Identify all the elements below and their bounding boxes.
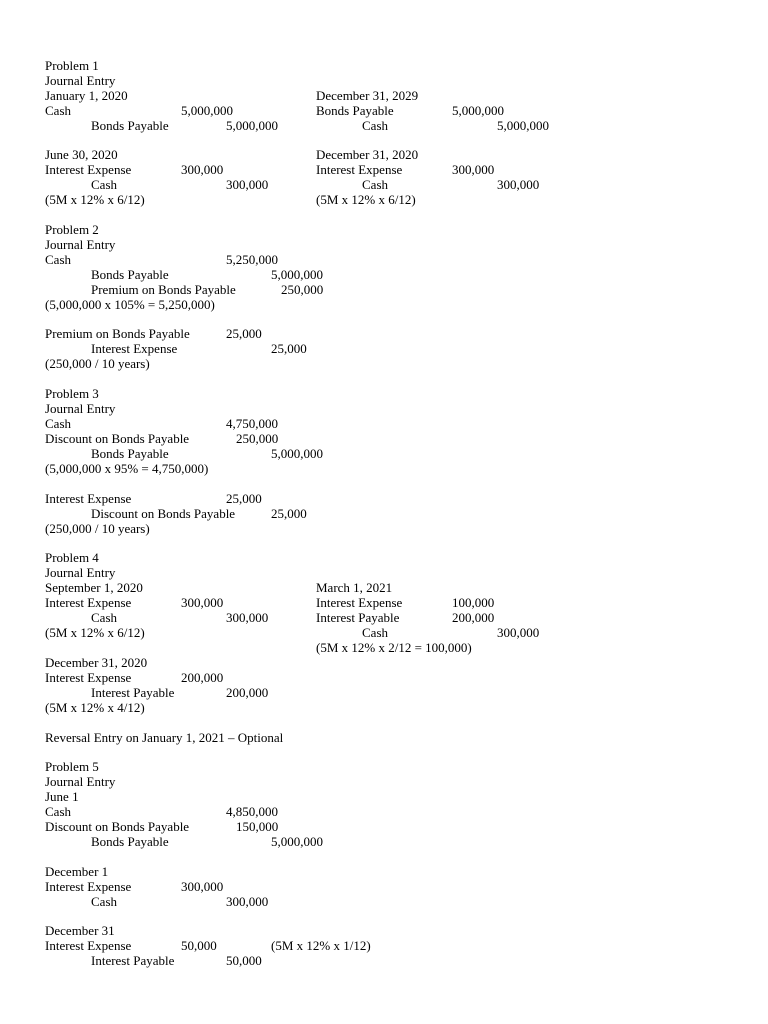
p1-entry1-debit-account: Cash: [45, 103, 71, 118]
p3-entry1-debit2-account: Discount on Bonds Payable: [45, 431, 190, 446]
p1-entry2-debit-account: Bonds Payable: [316, 103, 394, 118]
p5-entry2-date: December 1: [45, 864, 109, 879]
p3-entry1-debit1-amount: 4,750,000: [226, 416, 278, 431]
p4-entry1-note: (5M x 12% x 6/12): [45, 625, 145, 640]
p4-entry1-debit-account: Interest Expense: [45, 595, 132, 610]
p5-entry2-debit-account: Interest Expense: [45, 879, 132, 894]
p1-entry1-date: January 1, 2020: [45, 88, 128, 103]
p3-entry1-debit1-account: Cash: [45, 416, 71, 431]
p5-entry1-credit-amount: 5,000,000: [271, 834, 323, 849]
p3-entry1-debit2-amount: 250,000: [236, 431, 279, 446]
p4-entry2-debit1-account: Interest Expense: [316, 595, 403, 610]
p2-entry1-credit2-account: Premium on Bonds Payable: [91, 282, 236, 297]
p4-entry3-note: (5M x 12% x 4/12): [45, 700, 145, 715]
p2-entry2-credit-amount: 25,000: [271, 341, 307, 356]
p4-entry2-debit2-amount: 200,000: [452, 610, 495, 625]
problem-4-subtitle: Journal Entry: [45, 565, 116, 580]
p5-entry3-note: (5M x 12% x 1/12): [271, 938, 371, 953]
p1-entry3-credit-amount: 300,000: [226, 177, 269, 192]
p1-entry2-debit-amount: 5,000,000: [452, 103, 504, 118]
p4-entry2-debit1-amount: 100,000: [452, 595, 495, 610]
p1-entry1-credit-amount: 5,000,000: [226, 118, 278, 133]
p4-entry1-credit-account: Cash: [91, 610, 117, 625]
p5-entry3-debit-account: Interest Expense: [45, 938, 132, 953]
p3-entry2-debit-amount: 25,000: [226, 491, 262, 506]
problem-1-subtitle: Journal Entry: [45, 73, 116, 88]
p2-entry2-note: (250,000 / 10 years): [45, 356, 150, 371]
p4-entry2-note: (5M x 12% x 2/12 = 100,000): [316, 640, 472, 655]
p1-entry3-date: June 30, 2020: [45, 147, 118, 162]
p1-entry1-debit-amount: 5,000,000: [181, 103, 233, 118]
p4-reversal-note: Reversal Entry on January 1, 2021 – Optional: [45, 730, 284, 745]
p1-entry2-credit-amount: 5,000,000: [497, 118, 549, 133]
p4-entry3-debit-amount: 200,000: [181, 670, 224, 685]
p5-entry3-date: December 31: [45, 923, 115, 938]
p5-entry2-debit-amount: 300,000: [181, 879, 224, 894]
p5-entry1-debit1-account: Cash: [45, 804, 71, 819]
p4-entry1-debit-amount: 300,000: [181, 595, 224, 610]
problem-4-title: Problem 4: [45, 550, 99, 565]
p3-entry2-credit-account: Discount on Bonds Payable: [91, 506, 236, 521]
p1-entry2-date: December 31, 2029: [316, 88, 419, 103]
p3-entry2-note: (250,000 / 10 years): [45, 521, 150, 536]
p4-entry3-debit-account: Interest Expense: [45, 670, 132, 685]
p2-entry1-credit1-account: Bonds Payable: [91, 267, 169, 282]
problem-5-title: Problem 5: [45, 759, 99, 774]
p4-entry2-debit2-account: Interest Payable: [316, 610, 400, 625]
p1-entry4-debit-account: Interest Expense: [316, 162, 403, 177]
p5-entry1-date: June 1: [45, 789, 79, 804]
p1-entry2-credit-account: Cash: [362, 118, 388, 133]
p1-entry4-debit-amount: 300,000: [452, 162, 495, 177]
problem-3-subtitle: Journal Entry: [45, 401, 116, 416]
p1-entry3-credit-account: Cash: [91, 177, 117, 192]
p2-entry1-debit-account: Cash: [45, 252, 71, 267]
p4-entry2-credit-account: Cash: [362, 625, 388, 640]
p2-entry1-credit1-amount: 5,000,000: [271, 267, 323, 282]
p3-entry2-credit-amount: 25,000: [271, 506, 307, 521]
p2-entry1-debit-amount: 5,250,000: [226, 252, 278, 267]
p2-entry2-debit-amount: 25,000: [226, 326, 262, 341]
p3-entry1-credit-amount: 5,000,000: [271, 446, 323, 461]
p5-entry3-credit-account: Interest Payable: [91, 953, 175, 968]
p4-entry2-credit-amount: 300,000: [497, 625, 540, 640]
p5-entry1-debit1-amount: 4,850,000: [226, 804, 278, 819]
problem-1-title: Problem 1: [45, 58, 99, 73]
p5-entry3-debit-amount: 50,000: [181, 938, 217, 953]
problem-3-title: Problem 3: [45, 386, 99, 401]
problem-5-subtitle: Journal Entry: [45, 774, 116, 789]
p5-entry1-credit-account: Bonds Payable: [91, 834, 169, 849]
p2-entry2-credit-account: Interest Expense: [91, 341, 178, 356]
p5-entry3-credit-amount: 50,000: [226, 953, 262, 968]
p3-entry1-credit-account: Bonds Payable: [91, 446, 169, 461]
p1-entry1-credit-account: Bonds Payable: [91, 118, 169, 133]
p1-entry4-date: December 31, 2020: [316, 147, 419, 162]
problem-2-title: Problem 2: [45, 222, 99, 237]
p1-entry4-note: (5M x 12% x 6/12): [316, 192, 416, 207]
p5-entry1-debit2-amount: 150,000: [236, 819, 279, 834]
p4-entry1-date: September 1, 2020: [45, 580, 143, 595]
problem-2-subtitle: Journal Entry: [45, 237, 116, 252]
p4-entry3-credit-amount: 200,000: [226, 685, 269, 700]
p5-entry2-credit-account: Cash: [91, 894, 117, 909]
p3-entry2-debit-account: Interest Expense: [45, 491, 132, 506]
p5-entry2-credit-amount: 300,000: [226, 894, 269, 909]
p2-entry2-debit-account: Premium on Bonds Payable: [45, 326, 190, 341]
p2-entry1-credit2-amount: 250,000: [281, 282, 324, 297]
p5-entry1-debit2-account: Discount on Bonds Payable: [45, 819, 190, 834]
p4-entry1-credit-amount: 300,000: [226, 610, 269, 625]
p2-entry1-note: (5,000,000 x 105% = 5,250,000): [45, 297, 215, 312]
p1-entry3-debit-amount: 300,000: [181, 162, 224, 177]
p1-entry3-note: (5M x 12% x 6/12): [45, 192, 145, 207]
p1-entry3-debit-account: Interest Expense: [45, 162, 132, 177]
p1-entry4-credit-account: Cash: [362, 177, 388, 192]
p4-entry3-credit-account: Interest Payable: [91, 685, 175, 700]
p3-entry1-note: (5,000,000 x 95% = 4,750,000): [45, 461, 209, 476]
p4-entry2-date: March 1, 2021: [316, 580, 393, 595]
p1-entry4-credit-amount: 300,000: [497, 177, 540, 192]
p4-entry3-date: December 31, 2020: [45, 655, 148, 670]
